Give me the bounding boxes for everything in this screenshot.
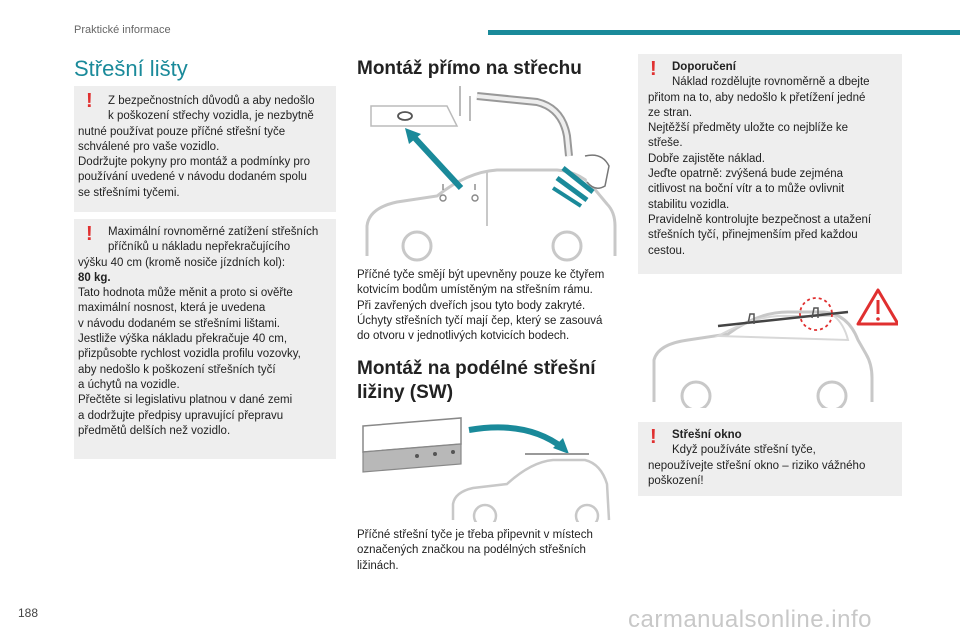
warning-icon: ! [650,58,657,80]
text-line: Dodržujte pokyny pro montáž a podmínky pro [78,156,311,169]
text-line: předmětů delších než vozidlo. [78,424,231,437]
paragraph-direct-mount [357,268,619,344]
recommendation-text [648,60,900,259]
watermark: carmanualsonline.info [628,606,872,633]
page-number: 188 [18,606,39,620]
warning-box-safety [74,86,336,212]
text-line: Příčné střešní tyče je třeba připevnit v místech [357,529,593,541]
text-line: do otvoru v jednotlivých kotvicích bodech. [357,330,570,343]
text-line: Když používáte střešní tyče, [672,444,816,457]
warning-text [78,90,334,201]
sunroof-warning-text [648,428,900,489]
text-line: Dobře zajistěte náklad. [648,152,765,165]
text-line: se střešními tyčemi. [78,186,180,199]
text-line: a dodržujte předpisy upravující přepravu [78,409,284,422]
text-line: označených značkou na podélných střešních [357,544,586,557]
text-line: Pravidelně kontrolujte bezpečnost a utažení [648,213,872,226]
illustration-roof-warning [648,284,898,408]
text-line: v návodu dodaném se střešními lištami. [78,317,280,330]
illustration-rail-mount [357,412,619,522]
text-line: výšku 40 cm (kromě nosiče jízdních kol): [78,256,286,269]
text-line: kotvicím bodům umístěným na střešním rámu. [357,284,593,297]
text-line: Přečtěte si legislativu platnou v dané zemi [78,394,293,407]
text-line: přizpůsobte rychlost vozidla profilu vozovky, [78,348,301,361]
text-line: Jestliže výška nákladu překračuje 40 cm, [78,333,288,346]
text-line: citlivost na boční vítr a to může ovlivnit [648,183,845,196]
text-line: schválené pro vaše vozidlo. [78,140,220,153]
title-line: ližiny (SW) [357,382,454,403]
section-title-direct-roof: Montáž přímo na střechu [357,58,582,79]
recommendation-title: Doporučení [672,61,736,73]
text-line: Náklad rozdělujte rovnoměrně a dbejte [672,76,870,89]
text-line: maximální nosnost, která je uvedena [78,302,266,315]
sunroof-warning-box [638,422,902,496]
text-line: ližinách. [357,559,399,572]
text-line: střeše. [648,137,683,150]
text-line: aby nedošlo k poškození střešních tyčí [78,363,276,376]
text-line: k poškození střechy vozidla, je nezbytně [108,110,314,123]
text-line: příčníků u nákladu nepřekračujícího [108,241,291,254]
warning-icon: ! [86,223,93,245]
warning-box-max-load [74,219,336,459]
text-line: stabilitu vozidla. [648,198,730,211]
section-title-roof-bars: Střešní lišty [74,56,188,81]
text-line: nutné používat pouze příčné střešní tyče [78,125,286,138]
section-title-longitudinal-rails [357,357,607,405]
text-line: používání uvedené v návodu dodaném spolu [78,171,307,184]
header-accent-bar [488,30,960,35]
text-line: poškození! [648,474,704,487]
sunroof-title: Střešní okno [672,429,742,441]
text-line: nepoužívejte střešní okno – riziko vážného [648,459,866,472]
text-line: Z bezpečnostních důvodů a aby nedošlo [108,95,315,107]
text-line: a úchytů na vozidle. [78,378,180,391]
paragraph-rail-mount [357,528,619,574]
text-line: Tato hodnota může měnit a proto si ověřte [78,287,293,300]
title-line: Montáž na podélné střešní [357,358,596,379]
warning-icon: ! [86,90,93,112]
text-line: Maximální rovnoměrné zatížení střešních [108,226,319,238]
section-header: Praktické informace [74,24,171,36]
text-line-bold: 80 kg. [78,271,111,284]
warning-icon: ! [650,426,657,448]
text-line: cestou. [648,244,686,257]
text-line: střešních tyčí, přinejmenším před každou [648,229,858,242]
text-line: Nejtěžší předměty uložte co nejblíže ke [648,122,849,135]
warning-text [78,225,334,439]
text-line: přitom na to, aby nedošlo k přetížení jedné [648,91,866,104]
text-line: Příčné tyče smějí být upevněny pouze ke čtyřem [357,269,605,281]
text-line: ze stran. [648,106,693,119]
text-line: Úchyty střešních tyčí mají čep, který se zasouvá [357,314,603,327]
illustration-direct-roof-mount [357,86,619,262]
text-line: Při zavřených dveřích jsou tyto body zakryté. [357,299,586,312]
recommendation-box [638,54,902,274]
text-line: Jeďte opatrně: zvýšená bude zejména [648,168,844,181]
